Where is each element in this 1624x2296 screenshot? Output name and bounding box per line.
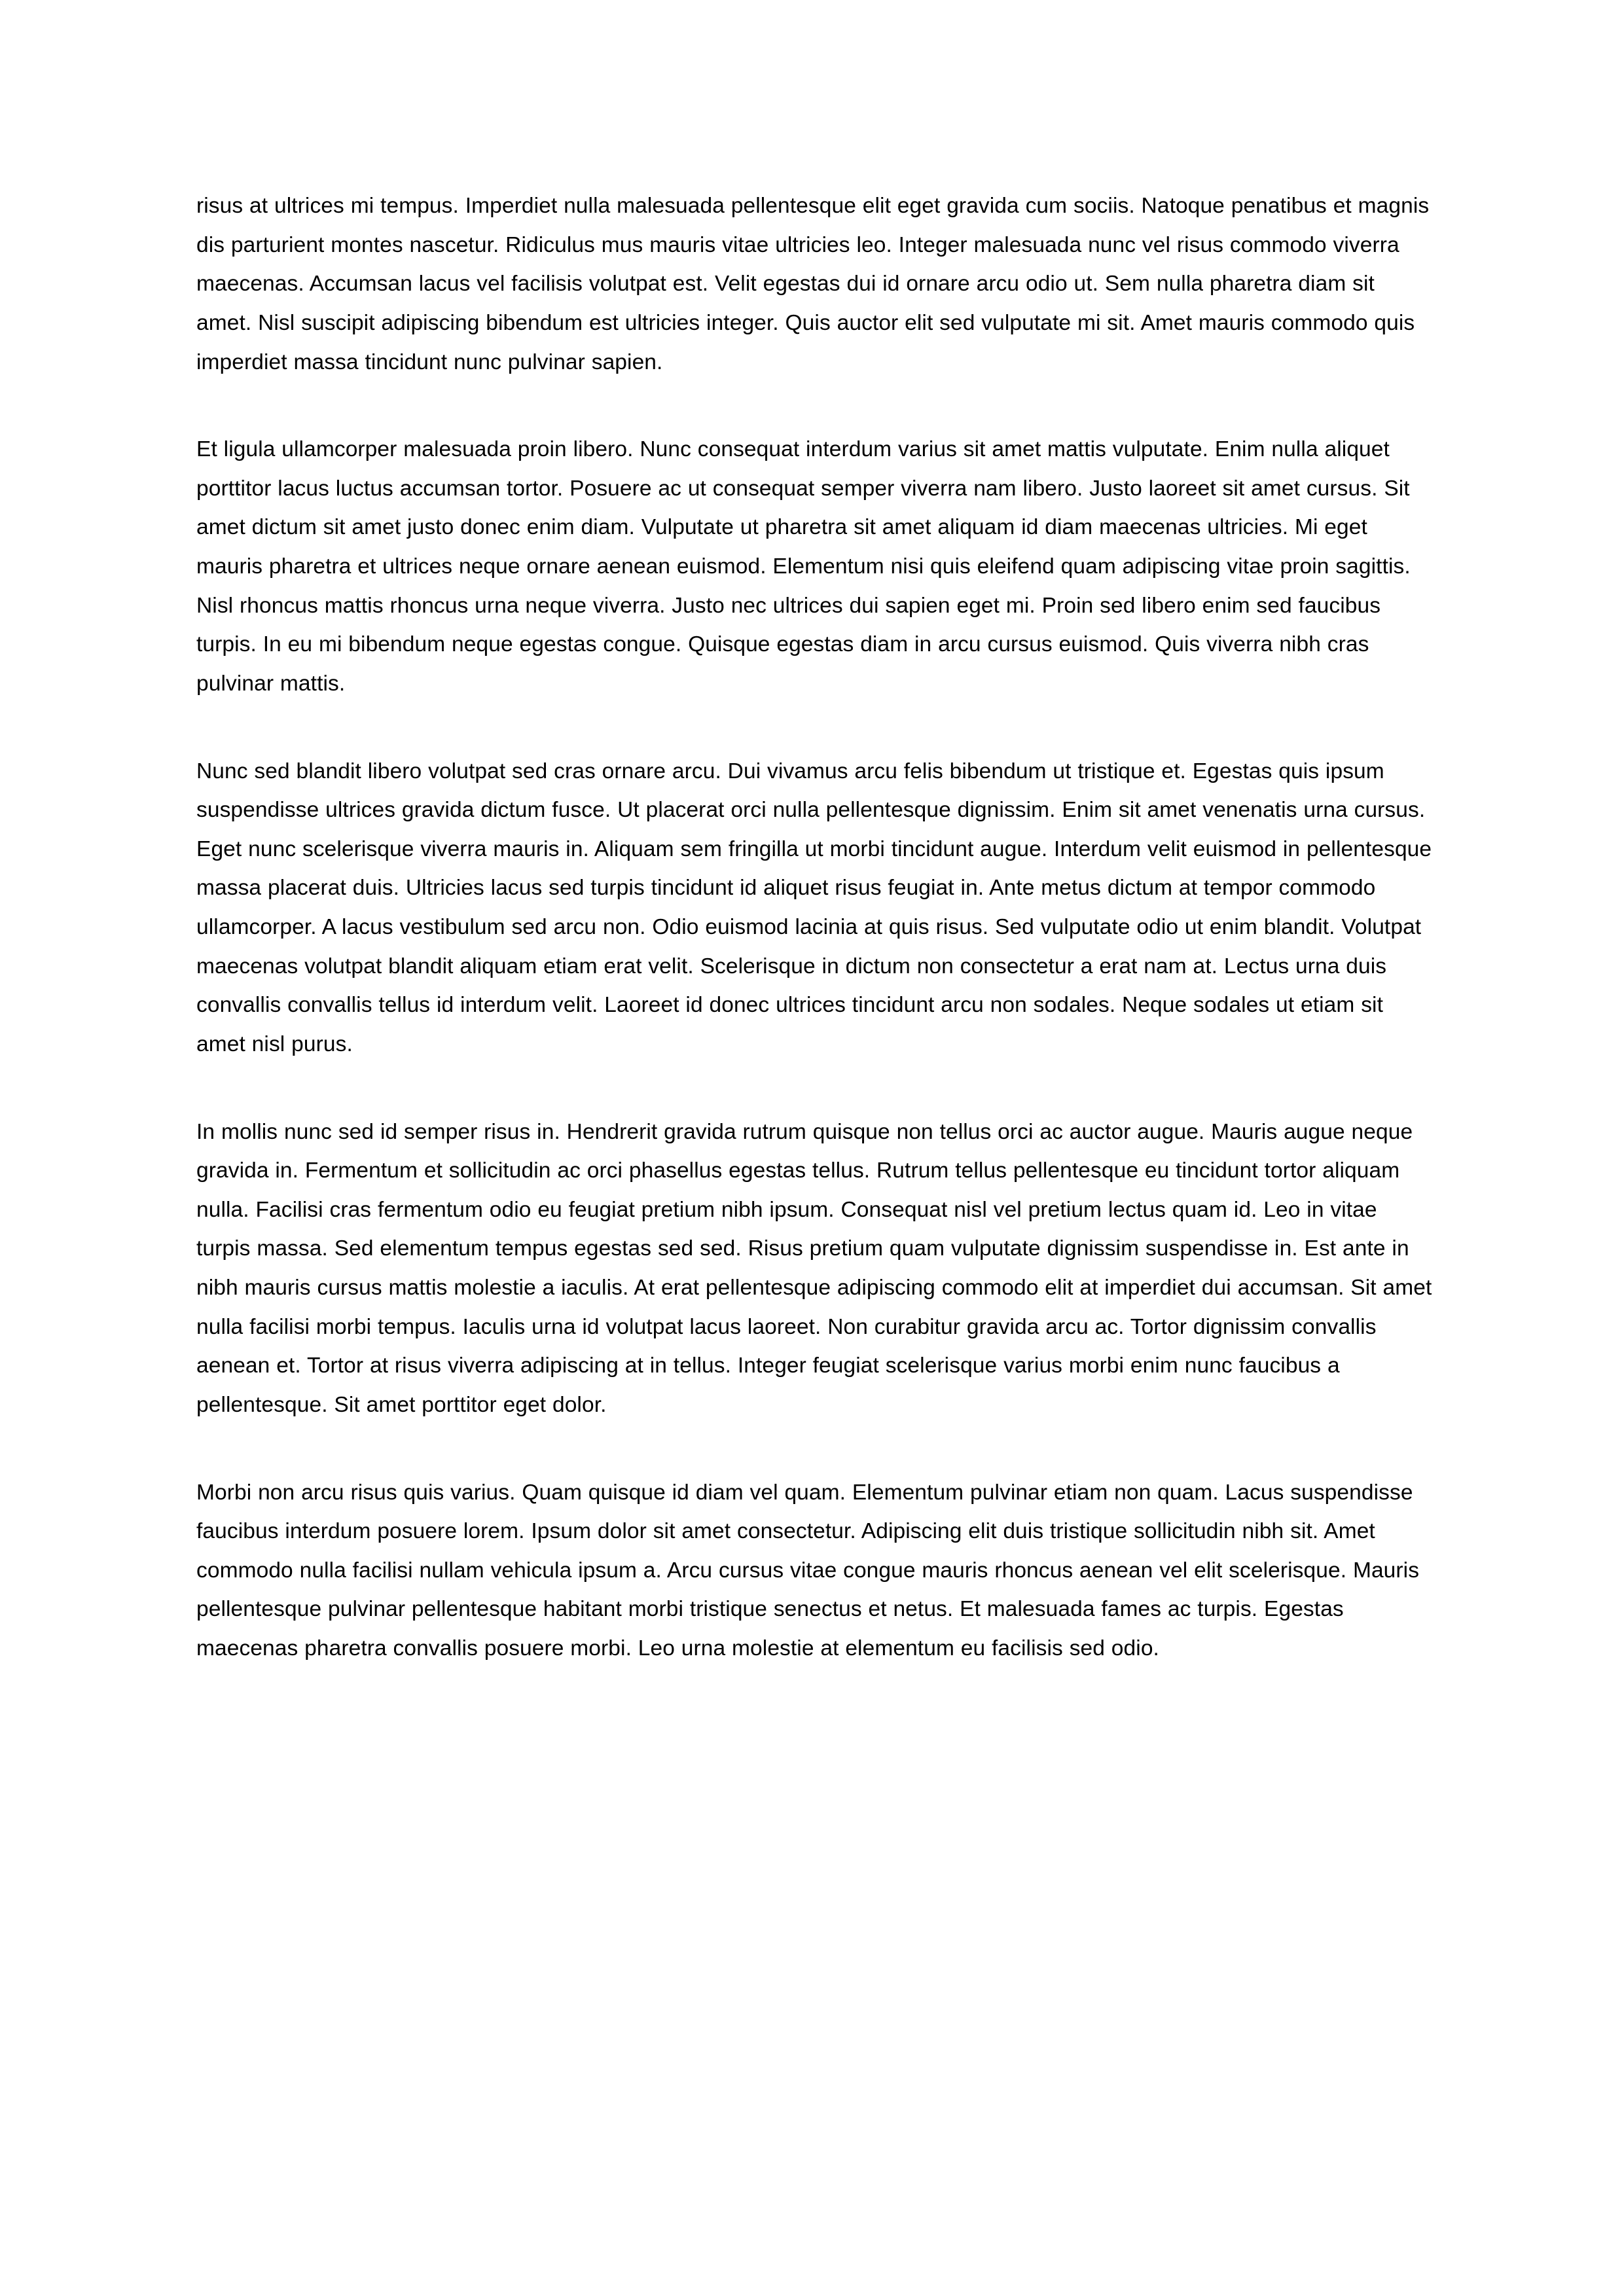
document-body [196,187,1434,1668]
paragraph: risus at ultrices mi tempus. Imperdiet nulla malesuada pellentesque elit eget gravida cum sociis. Natoque penatibus et magnis dis parturient montes nascetur. Ridiculus mus mauris vitae ultricies leo. Integer malesuada nunc vel risus commodo viverra maecenas. Accumsan lacus vel facilisis volutpat est. Velit egestas dui id ornare arcu odio ut. Sem nulla pharetra diam sit amet. Nisl suscipit adipiscing bibendum est ultricies integer. Quis auctor elit sed vulputate mi sit. Amet mauris commodo quis imperdiet massa tincidunt nunc pulvinar sapien. [196,194,1430,374]
paragraph: Nunc sed blandit libero volutpat sed cras ornare arcu. Dui vivamus arcu felis bibendum ut tristique et. Egestas quis ipsum suspendisse ultrices gravida dictum fusce. Ut placerat orci nulla pellentesque dignissim. Enim sit amet venenatis urna cursus. Eget nunc scelerisque viverra mauris in. Aliquam sem fringilla ut morbi tincidunt augue. Interdum velit euismod in pellentesque massa placerat duis. Ultricies lacus sed turpis tincidunt id aliquet risus feugiat in. Ante metus dictum at tempor commodo ullamcorper. A lacus vestibulum sed arcu non. Odio euismod lacinia at quis risus. Sed vulputate odio ut enim blandit. Volutpat maecenas volutpat blandit aliquam etiam erat velit. Scelerisque in dictum non consectetur a erat nam at. Lectus urna duis convallis convallis tellus id interdum velit. Laoreet id donec ultrices tincidunt arcu non sodales. Neque sodales ut etiam sit amet nisl purus. [196,759,1432,1056]
paragraph: In mollis nunc sed id semper risus in. Hendrerit gravida rutrum quisque non tellus orci ac auctor augue. Mauris augue neque gravida in. Fermentum et sollicitudin ac orci phasellus egestas tellus. Rutrum tellus pellentesque eu tincidunt tortor aliquam nulla. Facilisi cras fermentum odio eu feugiat pretium nibh ipsum. Consequat nisl vel pretium lectus quam id. Leo in vitae turpis massa. Sed elementum tempus egestas sed sed. Risus pretium quam vulputate dignissim suspendisse in. Est ante in nibh mauris cursus mattis molestie a iaculis. At erat pellentesque adipiscing commodo elit at imperdiet dui accumsan. Sit amet nulla facilisi morbi tempus. Iaculis urna id volutpat lacus laoreet. Non curabitur gravida arcu ac. Tortor dignissim convallis aenean et. Tortor at risus viverra adipiscing at in tellus. Integer feugiat scelerisque varius morbi enim nunc faucibus a pellentesque. Sit amet porttitor eget dolor. [196,1119,1432,1417]
paragraph: Et ligula ullamcorper malesuada proin libero. Nunc consequat interdum varius sit amet mattis vulputate. Enim nulla aliquet porttitor lacus luctus accumsan tortor. Posuere ac ut consequat semper viverra nam libero. Justo laoreet sit amet cursus. Sit amet dictum sit amet justo donec enim diam. Vulputate ut pharetra sit amet aliquam id diam maecenas ultricies. Mi eget mauris pharetra et ultrices neque ornare aenean euismod. Elementum nisi quis eleifend quam adipiscing vitae proin sagittis. Nisl rhoncus mattis rhoncus urna neque viverra. Justo nec ultrices dui sapien eget mi. Proin sed libero enim sed faucibus turpis. In eu mi bibendum neque egestas congue. Quisque egestas diam in arcu cursus euismod. Quis viverra nibh cras pulvinar mattis. [196,437,1411,696]
paragraph: Morbi non arcu risus quis varius. Quam quisque id diam vel quam. Elementum pulvinar etiam non quam. Lacus suspendisse faucibus interdum posuere lorem. Ipsum dolor sit amet consectetur. Adipiscing elit duis tristique sollicitudin nibh sit. Amet commodo nulla facilisi nullam vehicula ipsum a. Arcu cursus vitae congue mauris rhoncus aenean vel elit scelerisque. Mauris pellentesque pulvinar pellentesque habitant morbi tristique senectus et netus. Et malesuada fames ac turpis. Egestas maecenas pharetra convallis posuere morbi. Leo urna molestie at elementum eu facilisis sed odio. [196,1480,1420,1660]
